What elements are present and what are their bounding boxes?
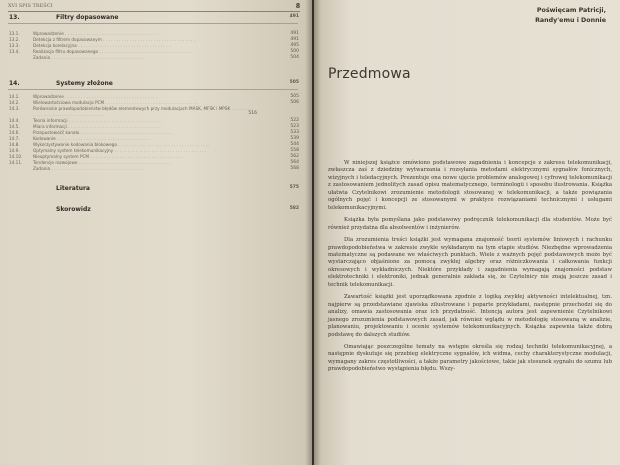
entry-number: 13.4.	[9, 49, 20, 54]
entry-title: Tendencje rozwojowe . . .	[33, 160, 171, 165]
entry-number: 14.6.	[9, 130, 20, 135]
page-title: Przedmowa	[328, 66, 411, 82]
entry-page: 539	[290, 136, 299, 141]
entry-page: 558	[290, 148, 299, 153]
entry-title: Miara informacji . . .	[33, 124, 160, 129]
running-head-title: XVI SPIS TREŚCI	[8, 3, 53, 9]
entry-number: 14.5.	[9, 124, 20, 129]
entry-title: Wprowadzenie . . .	[33, 31, 157, 36]
entry-title: Zadania . . .	[33, 166, 143, 171]
entry-number: 14.11.	[9, 160, 23, 165]
paragraph: Zawartość książki jest uporządkowana zgodnie z logiką zwykłej aktywności intelektualnej, tzn. najpierw są przedstawiane zjawiska zilustrowane i poparte przykładami, następnie przechodzi się do analizy, omawia zastosowania oraz ich przydatność. Intencją autora jest zapewnienie Czytelnikowi jasnego zrozumienia podstawowych zasad, jak również wglądu w metodologię stosowaną w analizie, planowaniu, projektowaniu i ocenie systemów telekomunikacyjnych. Książka zapewnia także dobrą podstawę do dalszych studiów.	[328, 294, 612, 338]
running-head	[8, 3, 300, 12]
book-gutter	[305, 0, 321, 465]
entry-number: 14.3.	[9, 106, 20, 111]
entry-number: 13.2.	[9, 37, 20, 42]
entry-page: 516	[248, 111, 257, 116]
entry-title: Detekcja z filtrem dopasowanym . . .	[33, 37, 195, 42]
entry-number: 13.3.	[9, 43, 20, 48]
entry-number: 14.10.	[9, 154, 23, 159]
chapter-title: Filtry dopasowane	[56, 14, 119, 21]
divider	[8, 89, 298, 90]
right-page	[314, 0, 620, 465]
entry-number: 14.7.	[9, 136, 20, 141]
entry-title: Optymalny system telekomunikacyjny . . .	[33, 148, 206, 153]
entry-title: Wykorzystywanie kodowania blokowego . . .	[33, 142, 210, 147]
page-number: 8	[295, 3, 300, 10]
dedication-line: Poświęcam Patricji,	[536, 7, 606, 14]
paragraph: W niniejszej książce omówiono podstawowe zagadnienia i koncepcje z zakresu telekomunikacji, zwłaszcza zaś z dziedziny wytwarzania i rozsyłania metodami elektrycznymi sygnałów fonicznych, wizyjnych i teledacyjnych. Prezentuje ona nowe ujęcie problemów analogowej i cyfrowej telekomunikacji z zastosowaniem jednolitych zasad opisu matematycznego, terminologii i sposobu ilustrowania. Książka ułatwia Czytelnikowi zrozumienie metodologii stosowanej w telekomunikacji, a także powiązania ogólnych pojęć i koncepcji ze stosowanymi w praktyce rozwiązaniami technicznymi i usługami telekomunikacyjnymi.	[328, 160, 612, 211]
paragraph: Książka była pomyślana jako podstawowy podręcznik telekomunikacji dla studentów. Może być również przydatna dla absolwentów i inżynierów.	[328, 217, 612, 231]
paragraph: Dla zrozumienia treści książki jest wymagana znajomość teorii systemów liniowych i rachunku prawdopodobieństwa w zakresie zwykle wykładanym na tym etapie studiów. Niezbędne wprowadzenia matematyczne są podawane we właściwych punktach. Wiele z ważnych pojęć podstawowych może być wystarczająco objaśnione za pomocą zwykłej algebry oraz różniczkowania i całkowania funkcji okresowych i wykładniczych. Niektóre przykłady i zagadnienia wymagają znajomości podstaw elektrotechniki i elektroniki, jednak generalnie zakłada się, że Czytelnicy nie znają jeszcze zasad i technik telekomunikacji.	[328, 237, 612, 288]
chapter-number: 13.	[9, 14, 20, 21]
entry-page: 544	[290, 142, 299, 147]
divider	[8, 23, 298, 24]
entry-number: 13.1.	[9, 31, 20, 36]
entry-page: 495	[290, 43, 299, 48]
entry-page: 562	[290, 154, 299, 159]
backmatter-page: 582	[289, 206, 299, 211]
entry-title: Kodowanie . . .	[33, 136, 149, 141]
entry-page: 564	[290, 160, 299, 165]
entry-title: Nieoptymalny system PCM . . .	[33, 154, 182, 159]
body-text	[328, 160, 612, 379]
entry-page: 568	[290, 166, 299, 171]
entry-title: Przepustowość kanału . . .	[33, 130, 173, 135]
entry-number: 14.4.	[9, 118, 20, 123]
entry-number: 14.1.	[9, 94, 20, 99]
entry-page: 504	[290, 55, 299, 60]
entry-page: 533	[290, 130, 299, 135]
entry-title: Wprowadzenie . . .	[33, 94, 157, 99]
entry-title: Teoria informacji . . .	[33, 118, 161, 123]
paragraph: Omawiając poszczególne tematy na wstępie określa się rodzaj techniki telekomunikacyjnej, a następnie dyskutuje się przebieg elektryczne sygnałów, ich widma, cechy charakterystyczne modulacji, wymagany zakres częstotliwości, a także parametry jakościowe, takie jak stosunek sygnału do szumu lub prawdopodobieństwo wystąpienia błędu. Wszy-	[328, 343, 612, 373]
backmatter-title: Skorowidz	[56, 206, 91, 213]
entry-title: Porównanie prawdopodobieństw błędów elementowych przy modulacjach MASK, MFSK i MPSK . . .	[33, 106, 253, 117]
chapter-page: 491	[289, 14, 299, 19]
entry-page: 506	[290, 100, 299, 105]
entry-number: 14.2.	[9, 100, 20, 105]
entry-page: 505	[290, 94, 299, 99]
backmatter-title: Literatura	[56, 185, 90, 192]
chapter-page: 505	[289, 80, 299, 85]
entry-title: Realizacja filtru dopasowanego . . .	[33, 49, 191, 54]
entry-number: 14.9.	[9, 148, 20, 153]
entry-title: Wielowartościowa modulacja PCM . . .	[33, 100, 197, 105]
entry-page: 491	[290, 31, 299, 36]
entry-page: 522	[290, 118, 299, 123]
dedication-line: Randy'emu i Donnie	[535, 16, 606, 24]
entry-page: 491	[290, 37, 299, 42]
dedication	[535, 6, 606, 25]
backmatter-page: 575	[289, 185, 299, 190]
chapter-title: Systemy złożone	[56, 80, 113, 87]
entry-page: 500	[290, 49, 299, 54]
entry-title: Zadania . . .	[33, 55, 143, 60]
entry-number: 14.8.	[9, 142, 20, 147]
entry-title: Detekcja korelacyjna . . .	[33, 43, 170, 48]
chapter-number: 14.	[9, 80, 20, 87]
entry-page: 523	[290, 124, 299, 129]
